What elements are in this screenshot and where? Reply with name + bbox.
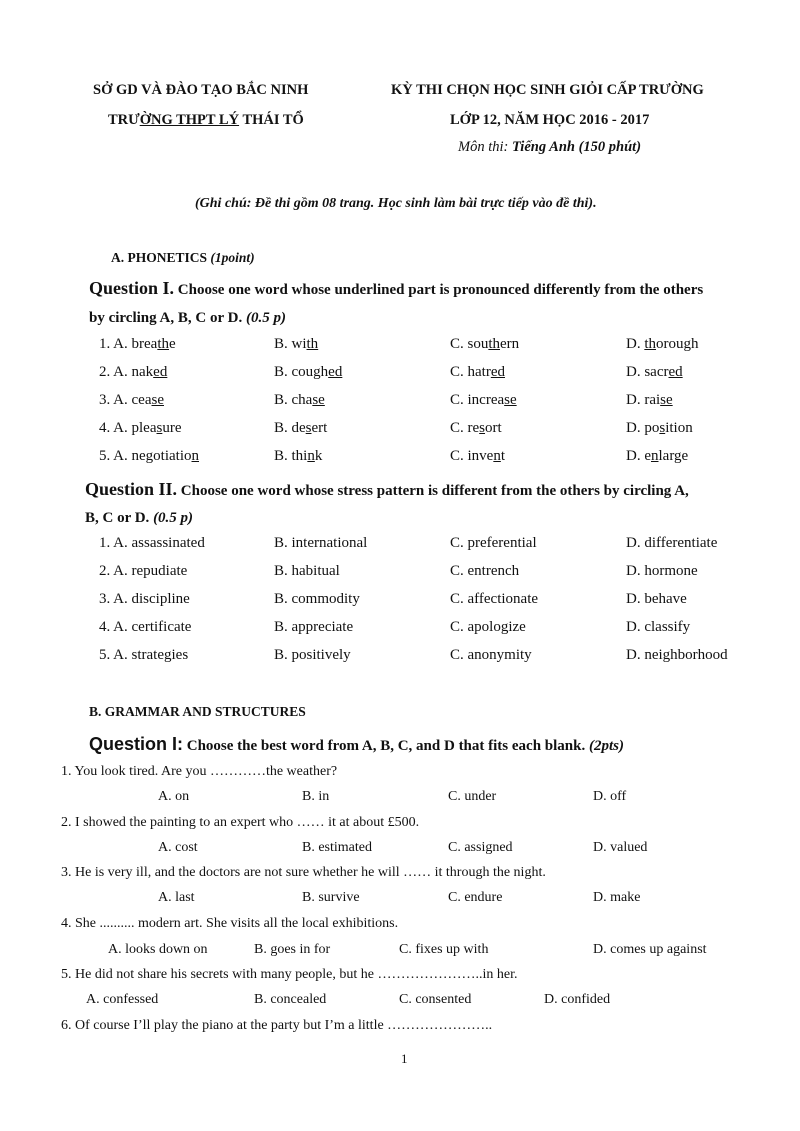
option-text: D. bbox=[626, 336, 645, 352]
header-school-part1: TRƯ bbox=[108, 112, 140, 128]
phonetics-q2-option-d[interactable]: D. hormone bbox=[626, 563, 698, 579]
phonetics-q1-option-c[interactable] bbox=[450, 420, 502, 437]
option-underlined-part: ed bbox=[490, 364, 505, 380]
phonetics-q2-option-b[interactable]: B. international bbox=[274, 535, 368, 551]
phonetics-q2-option-d[interactable]: D. classify bbox=[626, 619, 691, 635]
option-text: D. po bbox=[626, 420, 660, 436]
phonetics-q1-option-d[interactable] bbox=[626, 336, 699, 353]
phonetics-q2-row bbox=[0, 563, 800, 585]
header-school-part2: THÁI TỔ bbox=[242, 112, 304, 128]
grammar-option-a[interactable]: A. looks down on bbox=[108, 942, 208, 957]
option-text-rest: ern bbox=[500, 336, 520, 352]
page-number: 1 bbox=[401, 1051, 408, 1066]
phonetics-q2-option-c[interactable]: C. affectionate bbox=[450, 591, 539, 607]
phonetics-q1-option-b[interactable] bbox=[274, 392, 325, 409]
phonetics-q1-row bbox=[0, 336, 800, 358]
option-text-rest: ition bbox=[665, 420, 693, 436]
phonetics-q2-option-c[interactable]: C. apologize bbox=[450, 619, 526, 635]
phonetics-q2-points: (0.5 p) bbox=[153, 510, 194, 526]
header-exam-year: LỚP 12, NĂM HỌC 2016 - 2017 bbox=[450, 112, 650, 128]
phonetics-q2-row bbox=[0, 647, 800, 669]
phonetics-q2-text: Choose one word whose stress pattern is different from the others by circling A, bbox=[177, 483, 689, 499]
grammar-options-row bbox=[0, 992, 800, 1014]
phonetics-q2-option-c[interactable]: C. entrench bbox=[450, 563, 520, 579]
option-text: C. re bbox=[450, 420, 480, 436]
option-text-rest: ert bbox=[311, 420, 328, 436]
phonetics-q1-option-a[interactable] bbox=[99, 336, 176, 353]
option-underlined-part: ed bbox=[153, 364, 168, 380]
phonetics-q2-option-a[interactable]: 4. A. certificate bbox=[99, 619, 192, 635]
phonetics-q2-option-b[interactable]: B. positively bbox=[274, 647, 351, 663]
option-underlined-part: th bbox=[157, 336, 169, 352]
phonetics-q2-row bbox=[0, 619, 800, 641]
phonetics-q1-option-a[interactable] bbox=[99, 364, 167, 381]
grammar-option-d[interactable]: D. off bbox=[593, 789, 627, 804]
option-underlined-part: se bbox=[312, 392, 325, 408]
option-underlined-part: th bbox=[644, 336, 657, 352]
option-underlined-part: s bbox=[305, 420, 312, 436]
option-underlined-part: se bbox=[504, 392, 517, 408]
grammar-q1-text: Choose the best word from A, B, C, and D that fits each blank. bbox=[183, 738, 589, 754]
header-school-underlined: ỜNG THPT LÝ bbox=[139, 112, 240, 128]
phonetics-q2-line2-text: B, C or D. bbox=[85, 510, 154, 526]
phonetics-q2-row bbox=[0, 535, 800, 557]
phonetics-q2-option-a[interactable]: 2. A. repudiate bbox=[99, 563, 188, 579]
grammar-option-c[interactable]: C. under bbox=[448, 789, 497, 804]
header-subject bbox=[458, 139, 641, 156]
option-text-rest: orough bbox=[656, 336, 699, 352]
option-text: B. thi bbox=[274, 448, 308, 464]
option-text: C. sou bbox=[450, 336, 489, 352]
phonetics-q1-points: (0.5 p) bbox=[245, 310, 286, 326]
phonetics-q2-row bbox=[0, 591, 800, 613]
grammar-options-row bbox=[0, 942, 800, 964]
phonetics-q1-row bbox=[0, 448, 800, 470]
option-text: 5. A. negotiatio bbox=[99, 448, 192, 464]
phonetics-q1-option-b[interactable] bbox=[274, 448, 322, 465]
grammar-option-b[interactable]: B. estimated bbox=[302, 840, 372, 855]
phonetics-q1-row bbox=[0, 392, 800, 414]
phonetics-q1-option-a[interactable] bbox=[99, 392, 164, 409]
grammar-option-d[interactable]: D. comes up against bbox=[593, 942, 707, 957]
phonetics-q1-option-c[interactable] bbox=[450, 448, 505, 465]
phonetics-q2-line2 bbox=[85, 510, 193, 527]
section-a-points: (1point) bbox=[210, 250, 255, 265]
option-text-rest: k bbox=[314, 448, 323, 464]
option-text-rest: e bbox=[169, 336, 176, 352]
header-department: SỞ GD VÀ ĐÀO TẠO BẮC NINH bbox=[93, 82, 309, 98]
phonetics-q2-option-a[interactable]: 1. A. assassinated bbox=[99, 535, 205, 551]
option-text: B. de bbox=[274, 420, 306, 436]
grammar-q1-label: Question I: bbox=[89, 734, 183, 754]
phonetics-q1-option-d[interactable] bbox=[626, 420, 693, 437]
option-text: D. rai bbox=[626, 392, 661, 408]
grammar-option-b[interactable]: B. goes in for bbox=[254, 942, 331, 957]
phonetics-q2-option-d[interactable]: D. neighborhood bbox=[626, 647, 728, 663]
phonetics-q1-option-d[interactable] bbox=[626, 364, 683, 381]
header-subject-prefix: Môn thi: bbox=[458, 139, 512, 155]
option-text: D. e bbox=[626, 448, 651, 464]
option-underlined-part: s bbox=[659, 420, 666, 436]
option-text: 3. A. cea bbox=[99, 392, 152, 408]
phonetics-q1-option-a[interactable] bbox=[99, 448, 199, 465]
option-underlined-part: th bbox=[306, 336, 319, 352]
option-text: D. sacr bbox=[626, 364, 669, 380]
option-text: B. cha bbox=[274, 392, 313, 408]
section-a-label: A. PHONETICS bbox=[111, 250, 211, 265]
grammar-question-stem: 6. Of course I’ll play the piano at the party but I’m a little ………………….. bbox=[61, 1018, 493, 1033]
phonetics-q1-line2 bbox=[89, 310, 286, 327]
grammar-q1-heading bbox=[89, 734, 624, 755]
exam-note: (Ghi chú: Đề thi gồm 08 trang. Học sinh làm bài trực tiếp vào đề thi). bbox=[195, 196, 597, 211]
option-underlined-part: th bbox=[488, 336, 501, 352]
phonetics-q2-option-b[interactable]: B. habitual bbox=[274, 563, 340, 579]
phonetics-q2-heading bbox=[85, 479, 689, 500]
option-underlined-part: n bbox=[651, 448, 659, 464]
option-underlined-part: se bbox=[151, 392, 164, 408]
option-text-rest: ure bbox=[162, 420, 182, 436]
section-b-title: B. GRAMMAR AND STRUCTURES bbox=[89, 704, 306, 719]
grammar-option-c[interactable]: C. endure bbox=[448, 890, 503, 905]
header-school bbox=[108, 112, 304, 129]
option-underlined-part: s bbox=[479, 420, 486, 436]
grammar-question-stem: 2. I showed the painting to an expert who …… it at about £500. bbox=[61, 815, 420, 830]
phonetics-q1-text: Choose one word whose underlined part is pronounced differently from the others bbox=[174, 282, 704, 298]
grammar-option-a[interactable]: A. confessed bbox=[86, 992, 159, 1007]
grammar-question-stem: 3. He is very ill, and the doctors are not sure whether he will …… it through the night. bbox=[61, 865, 546, 880]
grammar-option-a[interactable]: A. cost bbox=[158, 840, 198, 855]
phonetics-q2-option-c[interactable]: C. anonymity bbox=[450, 647, 532, 663]
grammar-options-row bbox=[0, 789, 800, 811]
option-text-rest: large bbox=[658, 448, 689, 464]
option-text: 2. A. nak bbox=[99, 364, 154, 380]
option-underlined-part: n bbox=[493, 448, 501, 464]
option-text-rest: ort bbox=[485, 420, 502, 436]
phonetics-q1-row bbox=[0, 364, 800, 386]
option-underlined-part: ed bbox=[328, 364, 343, 380]
phonetics-q1-line2-text: by circling A, B, C or D. bbox=[89, 310, 246, 326]
phonetics-q1-option-b[interactable] bbox=[274, 336, 318, 353]
phonetics-q1-row bbox=[0, 420, 800, 442]
header-subject-name: Tiếng Anh (150 phút) bbox=[511, 139, 642, 155]
option-text: C. inve bbox=[450, 448, 494, 464]
grammar-option-b[interactable]: B. in bbox=[302, 789, 330, 804]
option-text: B. cough bbox=[274, 364, 329, 380]
grammar-option-d[interactable]: D. make bbox=[593, 890, 641, 905]
phonetics-q2-option-d[interactable]: D. differentiate bbox=[626, 535, 718, 551]
phonetics-q1-option-c[interactable] bbox=[450, 336, 519, 353]
grammar-question-stem: 5. He did not share his secrets with many people, but he …………………..in her. bbox=[61, 967, 518, 982]
option-text-rest: t bbox=[500, 448, 506, 464]
phonetics-q2-option-c[interactable]: C. preferential bbox=[450, 535, 537, 551]
option-underlined-part: ed bbox=[668, 364, 683, 380]
phonetics-q1-option-c[interactable] bbox=[450, 364, 505, 381]
grammar-q1-points: (2pts) bbox=[589, 738, 624, 754]
grammar-question-stem: 1. You look tired. Are you …………the weather? bbox=[61, 764, 338, 779]
grammar-option-d[interactable]: D. confided bbox=[544, 992, 611, 1007]
option-text: 4. A. plea bbox=[99, 420, 157, 436]
phonetics-q2-label: Question II. bbox=[85, 479, 178, 499]
phonetics-q2-option-a[interactable]: 3. A. discipline bbox=[99, 591, 190, 607]
section-a-title bbox=[111, 250, 255, 266]
grammar-option-d[interactable]: D. valued bbox=[593, 840, 648, 855]
phonetics-q1-option-d[interactable] bbox=[626, 448, 688, 465]
option-underlined-part: se bbox=[660, 392, 673, 408]
grammar-option-b[interactable]: B. survive bbox=[302, 890, 360, 905]
option-underlined-part: n bbox=[191, 448, 199, 464]
grammar-option-a[interactable]: A. on bbox=[158, 789, 190, 804]
grammar-option-c[interactable]: C. assigned bbox=[448, 840, 513, 855]
phonetics-q1-label: Question I. bbox=[89, 278, 175, 298]
phonetics-q2-option-d[interactable]: D. behave bbox=[626, 591, 687, 607]
option-underlined-part: s bbox=[156, 420, 163, 436]
phonetics-q1-option-a[interactable] bbox=[99, 420, 182, 437]
option-text: B. wi bbox=[274, 336, 307, 352]
phonetics-q2-option-b[interactable]: B. commodity bbox=[274, 591, 360, 607]
phonetics-q1-heading bbox=[89, 278, 703, 299]
phonetics-q1-option-d[interactable] bbox=[626, 392, 673, 409]
header-exam-title: KỲ THI CHỌN HỌC SINH GIỎI CẤP TRƯỜNG bbox=[391, 82, 704, 98]
grammar-option-b[interactable]: B. concealed bbox=[254, 992, 327, 1007]
option-text: C. hatr bbox=[450, 364, 491, 380]
phonetics-q1-option-b[interactable] bbox=[274, 364, 342, 381]
grammar-option-c[interactable]: C. consented bbox=[399, 992, 472, 1007]
phonetics-q2-option-b[interactable]: B. appreciate bbox=[274, 619, 354, 635]
grammar-option-a[interactable]: A. last bbox=[158, 890, 195, 905]
phonetics-q1-option-c[interactable] bbox=[450, 392, 517, 409]
phonetics-q1-option-b[interactable] bbox=[274, 420, 327, 437]
option-text: C. increa bbox=[450, 392, 505, 408]
grammar-options-row bbox=[0, 840, 800, 862]
grammar-options-row bbox=[0, 890, 800, 912]
option-text: 1. A. brea bbox=[99, 336, 158, 352]
phonetics-q2-option-a[interactable]: 5. A. strategies bbox=[99, 647, 189, 663]
option-underlined-part: n bbox=[307, 448, 315, 464]
grammar-option-c[interactable]: C. fixes up with bbox=[399, 942, 489, 957]
grammar-question-stem: 4. She .......... modern art. She visits all the local exhibitions. bbox=[61, 916, 399, 931]
